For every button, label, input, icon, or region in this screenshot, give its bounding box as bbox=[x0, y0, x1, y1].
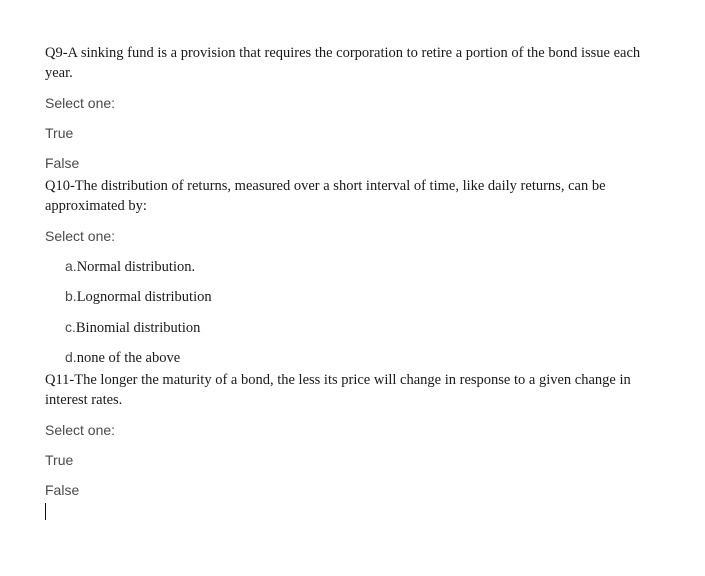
question-11-option-true[interactable]: True bbox=[45, 452, 74, 468]
question-9-text-cont: year. bbox=[45, 65, 73, 81]
question-10-option-d[interactable] bbox=[65, 349, 180, 367]
option-letter: a. bbox=[65, 258, 77, 274]
question-9-prompt: Select one: bbox=[45, 95, 116, 111]
question-9-option-false[interactable]: False bbox=[45, 155, 80, 171]
question-11-prompt: Select one: bbox=[45, 422, 116, 438]
option-letter: d. bbox=[65, 349, 77, 365]
question-11-option-false[interactable]: False bbox=[45, 482, 80, 498]
text-cursor bbox=[45, 503, 46, 520]
question-10-option-a[interactable] bbox=[65, 258, 195, 276]
question-10-option-c[interactable] bbox=[65, 319, 200, 337]
option-text: Normal distribution. bbox=[76, 259, 196, 275]
option-text: none of the above bbox=[76, 350, 181, 366]
option-text: Lognormal distribution bbox=[76, 289, 212, 305]
question-10-text-cont: approximated by: bbox=[45, 198, 147, 214]
question-11-text: Q11-The longer the maturity of a bond, the less its price will change in response to a given change in bbox=[45, 372, 631, 388]
question-11-text-cont: interest rates. bbox=[45, 392, 123, 408]
question-10-option-b[interactable] bbox=[65, 288, 212, 306]
question-9-text: Q9-A sinking fund is a provision that requires the corporation to retire a portion of the bond issue each bbox=[45, 45, 641, 61]
option-letter: b. bbox=[65, 288, 77, 304]
option-text: Binomial distribution bbox=[75, 320, 201, 336]
option-letter: c. bbox=[65, 319, 76, 335]
question-10-text: Q10-The distribution of returns, measured over a short interval of time, like daily returns, can be bbox=[45, 178, 606, 194]
question-10-prompt: Select one: bbox=[45, 228, 116, 244]
question-9-option-true[interactable]: True bbox=[45, 125, 74, 141]
